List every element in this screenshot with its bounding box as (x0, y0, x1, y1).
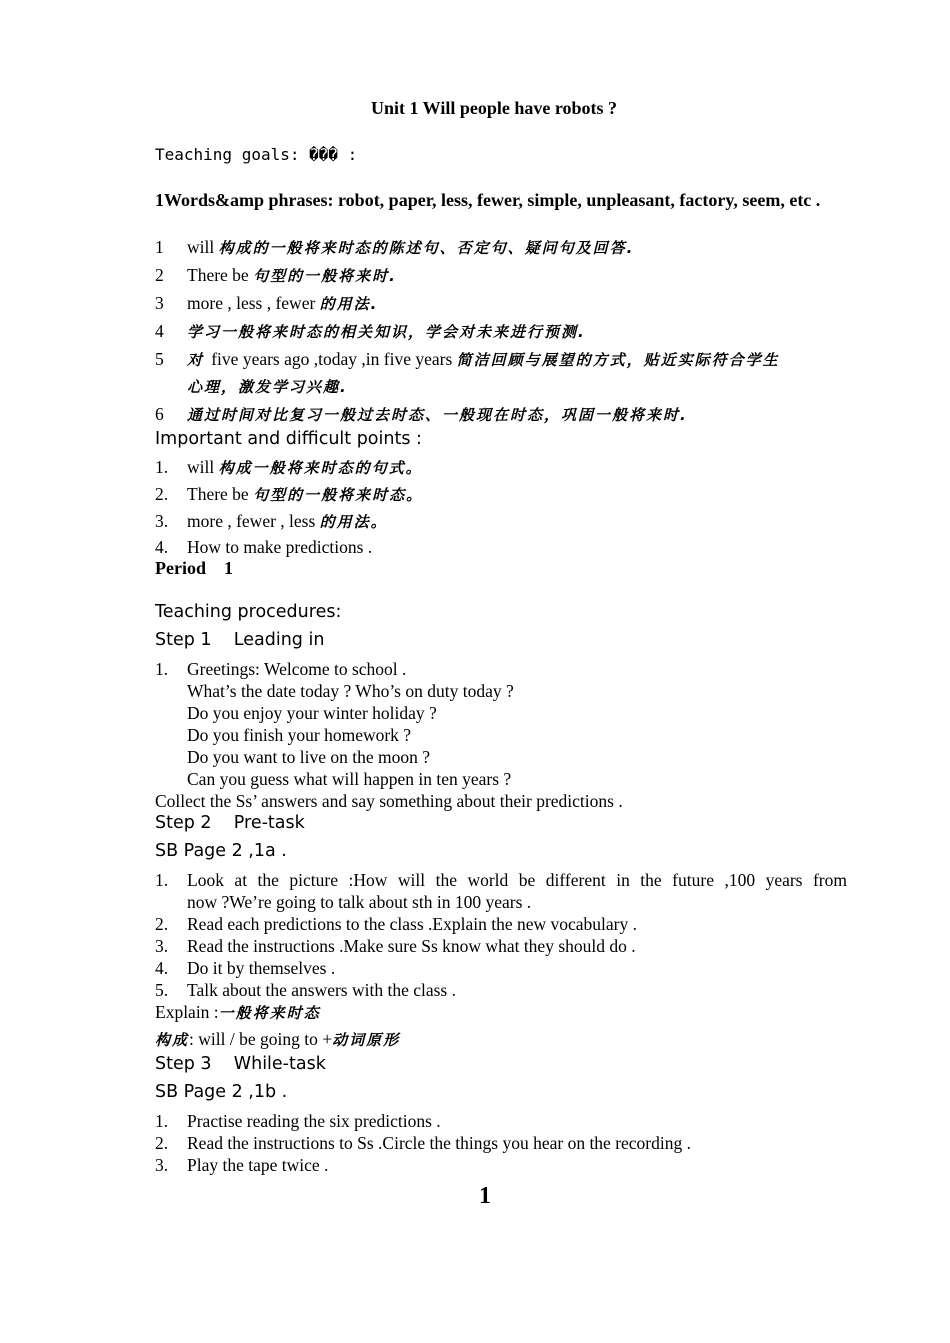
item-text: Greetings: Welcome to school . (187, 659, 407, 679)
item-text: Read the instructions .Make sure Ss know what they should do . (187, 936, 636, 956)
step2-item (155, 914, 637, 935)
goal-en: more , less , fewer (187, 293, 320, 313)
sb-page-1b: SB Page 2 ,1b . (155, 1082, 288, 1102)
step1-question: Do you want to live on the moon ? (187, 747, 431, 767)
goal-cn: 学习一般将来时态的相关知识，学会对未来进行预测. (187, 323, 586, 341)
item-number: 2. (155, 1133, 169, 1153)
goal-item (155, 404, 688, 425)
form-en: : will / be going to + (189, 1029, 333, 1049)
goal-en: will (187, 237, 219, 257)
goal-number: 1  (155, 237, 178, 257)
goal-cn: 的用法. (319, 295, 379, 313)
goal-en: five years ago ,today ,in five years (211, 349, 457, 369)
step2-item-continuation: now ?We’re going to talk about sth in 100 years . (187, 892, 532, 912)
step2-item (155, 936, 636, 957)
item-number: 5. (155, 980, 169, 1000)
item-en: How to make predictions . (187, 537, 373, 557)
goal-number: 3  (155, 293, 178, 313)
step1-heading: Step 1 Leading in (155, 630, 325, 650)
item-cn: 的用法。 (319, 513, 388, 531)
goal-item (155, 293, 378, 314)
item-en: will (187, 457, 219, 477)
goal-item (155, 237, 634, 258)
page-number: 1 (479, 1183, 491, 1209)
item-number: 1. (155, 457, 169, 477)
step1-question: Can you guess what will happen in ten years ? (187, 769, 512, 789)
step2-item (155, 870, 847, 891)
step1-question: Do you enjoy your winter holiday ? (187, 703, 437, 723)
explain-en: Explain : (155, 1002, 219, 1022)
form-line (155, 1029, 400, 1050)
goal-cn: 构成的一般将来时态的陈述句、否定句、疑问句及回答. (218, 239, 635, 257)
goal-number: 2  (155, 265, 178, 285)
step1-question: What’s the date today ? Who’s on duty today ? (187, 681, 514, 701)
explain-cn: 一般将来时态 (218, 1004, 321, 1022)
item-number: 1. (155, 659, 169, 679)
item-text: Look at the picture :How will the world be different in the future ,100 years from (187, 870, 847, 890)
step3-item (155, 1111, 441, 1132)
step2-heading: Step 2 Pre-task (155, 813, 305, 833)
item-number: 3. (155, 936, 169, 956)
important-heading: Important and difficult points : (155, 429, 422, 449)
goal-item (155, 265, 397, 286)
item-en: more , fewer , less (187, 511, 320, 531)
step1-item (155, 659, 406, 680)
step2-item (155, 958, 335, 979)
item-text: Read the instructions to Ss .Circle the things you hear on the recording . (187, 1133, 691, 1153)
goal-cn: 句型的一般将来时. (253, 267, 397, 285)
sb-page-1a: SB Page 2 ,1a . (155, 841, 287, 861)
explain-line (155, 1002, 321, 1023)
teaching-goals-label: Teaching goals: ��� : (155, 145, 358, 164)
goal-cn-prefix: 对 (187, 351, 212, 369)
goal-cn: 通过时间对比复习一般过去时态、一般现在时态，巩固一般将来时. (187, 406, 688, 424)
goal-item (155, 321, 586, 342)
step2-item (155, 980, 456, 1001)
item-text: Do it by themselves . (187, 958, 336, 978)
item-text: Play the tape twice . (187, 1155, 329, 1175)
item-cn: 句型的一般将来时态。 (253, 486, 424, 504)
words-phrases-line: 1Words&amp phrases: robot, paper, less, fewer, simple, unpleasant, factory, seem, etc . (155, 190, 821, 210)
item-number: 3. (155, 511, 169, 531)
step3-heading: Step 3 While-task (155, 1054, 326, 1074)
step3-item (155, 1133, 691, 1154)
important-item (155, 537, 372, 558)
form-cn-2: 动词原形 (332, 1031, 401, 1049)
item-number: 4. (155, 537, 169, 557)
goal-number: 6  (155, 404, 178, 424)
important-item (155, 511, 388, 532)
item-number: 2. (155, 484, 169, 504)
important-item (155, 484, 423, 505)
item-number: 3. (155, 1155, 169, 1175)
item-number: 1. (155, 870, 169, 890)
goal-number: 4  (155, 321, 178, 341)
step3-item (155, 1155, 328, 1176)
goal-item-continuation (187, 376, 348, 397)
important-item (155, 457, 423, 478)
item-cn: 构成一般将来时态的句式。 (218, 459, 423, 477)
step1-question: Do you finish your homework ? (187, 725, 412, 745)
item-number: 4. (155, 958, 169, 978)
item-en: There be (187, 484, 254, 504)
goal-cn: 简洁回顾与展望的方式，贴近实际符合学生 (456, 351, 780, 369)
goal-item (155, 349, 780, 370)
goal-number: 5  (155, 349, 178, 369)
goal-en: There be (187, 265, 254, 285)
item-text: Read each predictions to the class .Explain the new vocabulary . (187, 914, 637, 934)
procedures-heading: Teaching procedures: (155, 602, 342, 622)
item-number: 1. (155, 1111, 169, 1131)
item-number: 2. (155, 914, 169, 934)
page-title: Unit 1 Will people have robots ? (371, 98, 618, 118)
item-text: Talk about the answers with the class . (187, 980, 456, 1000)
item-text: Practise reading the six predictions . (187, 1111, 441, 1131)
form-cn: 构成 (155, 1031, 190, 1049)
period-heading: Period 1 (155, 558, 233, 578)
collect-line: Collect the Ss’ answers and say something about their predictions . (155, 791, 623, 811)
goal-cn: 心理，激发学习兴趣. (187, 378, 348, 396)
